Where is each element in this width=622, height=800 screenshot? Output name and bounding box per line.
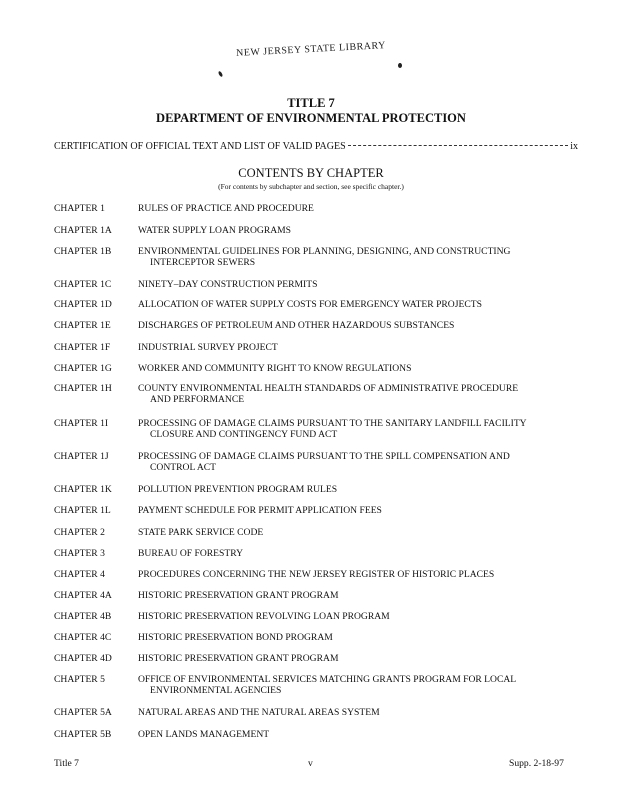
chapter-number: CHAPTER 4D (54, 653, 112, 664)
scan-speck (218, 71, 224, 78)
certification-text: CERTIFICATION OF OFFICIAL TEXT AND LIST OF VALID PAGES (54, 141, 346, 152)
chapter-title: OFFICE OF ENVIRONMENTAL SERVICES MATCHING GRANTS PROGRAM FOR LOCAL ENVIRONMENTAL AGENCIES (138, 674, 517, 696)
chapter-title: OPEN LANDS MANAGEMENT (138, 729, 270, 740)
chapter-title: PROCESSING OF DAMAGE CLAIMS PURSUANT TO THE SANITARY LANDFILL FACILITY CLOSURE AND CONTINGENCY FUND ACT (138, 418, 527, 440)
chapter-number: CHAPTER 4C (54, 632, 112, 643)
footer-supplement-date: Supp. 2-18-97 (509, 758, 564, 769)
chapter-number: CHAPTER 5B (54, 729, 112, 740)
certification-page: ix (570, 141, 578, 152)
chapter-title: INDUSTRIAL SURVEY PROJECT (138, 342, 278, 353)
footer-title: Title 7 (54, 758, 79, 769)
chapter-number: CHAPTER 1 (54, 203, 105, 214)
library-stamp: NEW JERSEY STATE LIBRARY (235, 40, 387, 59)
chapter-title: NATURAL AREAS AND THE NATURAL AREAS SYSTEM (138, 707, 380, 718)
chapter-title: NINETY–DAY CONSTRUCTION PERMITS (138, 279, 318, 290)
chapter-title: WORKER AND COMMUNITY RIGHT TO KNOW REGULATIONS (138, 363, 412, 374)
chapter-title: PROCEDURES CONCERNING THE NEW JERSEY REGISTER OF HISTORIC PLACES (138, 569, 495, 580)
chapter-number: CHAPTER 1I (54, 418, 109, 429)
chapter-number: CHAPTER 5A (54, 707, 112, 718)
chapter-title: BUREAU OF FORESTRY (138, 548, 244, 559)
chapter-number: CHAPTER 4B (54, 611, 112, 622)
chapter-number: CHAPTER 3 (54, 548, 105, 559)
chapter-title: POLLUTION PREVENTION PROGRAM RULES (138, 484, 338, 495)
chapter-title: HISTORIC PRESERVATION REVOLVING LOAN PROGRAM (138, 611, 390, 622)
chapter-number: CHAPTER 4A (54, 590, 112, 601)
chapter-title: HISTORIC PRESERVATION GRANT PROGRAM (138, 590, 339, 601)
chapter-number: CHAPTER 5 (54, 674, 105, 685)
chapter-number: CHAPTER 4 (54, 569, 105, 580)
chapter-title: WATER SUPPLY LOAN PROGRAMS (138, 225, 292, 236)
chapter-number: CHAPTER 1A (54, 225, 112, 236)
chapter-number: CHAPTER 1K (54, 484, 112, 495)
chapter-number: CHAPTER 1J (54, 451, 109, 462)
department-title: DEPARTMENT OF ENVIRONMENTAL PROTECTION (156, 111, 466, 125)
chapter-title: PROCESSING OF DAMAGE CLAIMS PURSUANT TO THE SPILL COMPENSATION AND CONTROL ACT (138, 451, 510, 473)
chapter-title: HISTORIC PRESERVATION BOND PROGRAM (138, 632, 333, 643)
chapter-title: HISTORIC PRESERVATION GRANT PROGRAM (138, 653, 339, 664)
certification-line (54, 141, 578, 152)
chapter-title: ALLOCATION OF WATER SUPPLY COSTS FOR EMERGENCY WATER PROJECTS (138, 299, 482, 310)
chapter-number: CHAPTER 1D (54, 299, 112, 310)
footer-page-number: v (308, 758, 313, 769)
chapter-number: CHAPTER 1G (54, 363, 112, 374)
chapter-number: CHAPTER 1H (54, 383, 112, 394)
scan-speck (398, 63, 402, 68)
chapter-number: CHAPTER 1F (54, 342, 111, 353)
chapter-title: RULES OF PRACTICE AND PROCEDURE (138, 203, 314, 214)
dot-leader (348, 145, 569, 146)
chapter-number: CHAPTER 1B (54, 246, 112, 257)
chapter-title: PAYMENT SCHEDULE FOR PERMIT APPLICATION FEES (138, 505, 382, 516)
chapter-title: ENVIRONMENTAL GUIDELINES FOR PLANNING, DESIGNING, AND CONSTRUCTING INTERCEPTOR SEWERS (138, 246, 511, 268)
chapter-title: COUNTY ENVIRONMENTAL HEALTH STANDARDS OF ADMINISTRATIVE PROCEDURE AND PERFORMANCE (138, 383, 519, 405)
chapter-number: CHAPTER 1C (54, 279, 112, 290)
title-number: TITLE 7 (287, 96, 335, 110)
chapter-title: STATE PARK SERVICE CODE (138, 527, 264, 538)
contents-subheading: (For contents by subchapter and section, see specific chapter.) (218, 182, 404, 191)
chapter-number: CHAPTER 1E (54, 320, 111, 331)
chapter-title: DISCHARGES OF PETROLEUM AND OTHER HAZARDOUS SUBSTANCES (138, 320, 455, 331)
contents-heading: CONTENTS BY CHAPTER (238, 166, 384, 180)
chapter-number: CHAPTER 1L (54, 505, 111, 516)
chapter-number: CHAPTER 2 (54, 527, 105, 538)
